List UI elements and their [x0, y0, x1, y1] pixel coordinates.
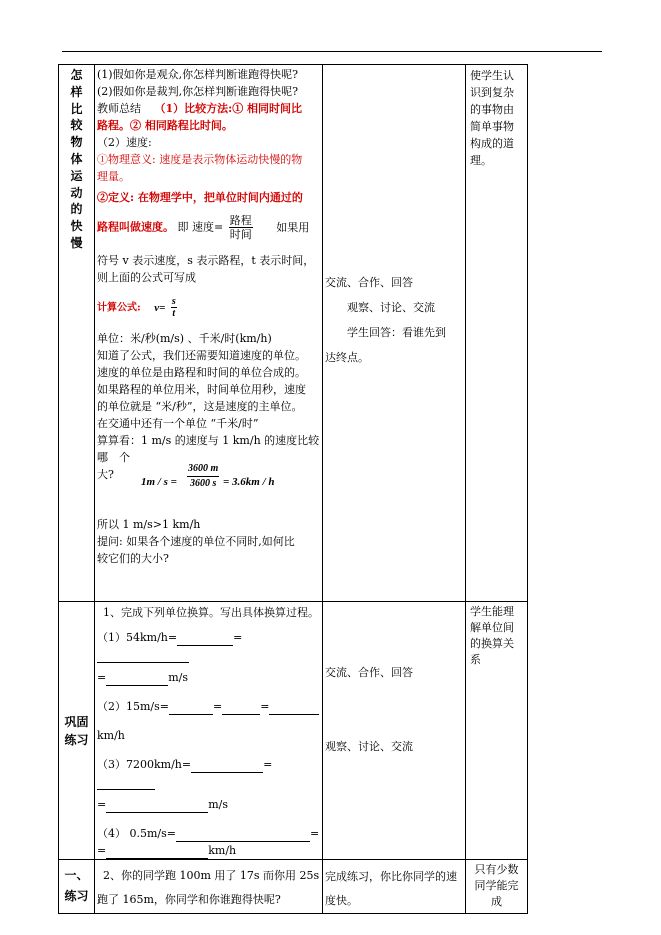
activity-line-3: 学生回答：看谁先到	[347, 326, 446, 339]
ex4-equals-2: =	[97, 844, 107, 857]
question-1: (1)假如你是观众,你怎样判断谁跑得快呢?	[97, 68, 298, 81]
section-title: 巩固练习	[64, 714, 89, 747]
exercise-task: 1、完成下列单位换算。写出具体换算过程。	[103, 606, 319, 619]
activity-cell	[323, 860, 466, 914]
fraction-numerator: 路程	[229, 214, 252, 227]
formula-after: 如果用	[276, 220, 310, 234]
physics-meaning-1: ①物理意义: 速度是表示物体运动快慢的物	[97, 153, 303, 166]
ex1-equals-2: =	[97, 671, 107, 684]
calc-numerator: s	[171, 296, 176, 307]
calc-formula-label: 计算公式:	[97, 302, 141, 314]
ex2-equals: =	[213, 700, 223, 713]
equation-right: = 3.6km / h	[223, 476, 275, 488]
goal-cell	[466, 602, 528, 860]
method-line-2: 路程。② 相同路程比时间。	[97, 119, 233, 132]
goal-text: 学生能理解单位间的换算关系	[470, 605, 514, 666]
goal-cell	[466, 860, 528, 914]
blank[interactable]	[269, 702, 319, 715]
exercise-cell	[95, 860, 323, 914]
ex4-unit: km/h	[208, 844, 237, 857]
ex1-equals: =	[233, 631, 243, 644]
equation-denominator: 3600 s	[189, 478, 217, 489]
ex4-prefix: （4） 0.5m/s=	[97, 827, 176, 840]
section-title-cell	[59, 65, 95, 602]
blank[interactable]	[191, 760, 263, 773]
section-title-cell	[59, 860, 95, 914]
ex3-equals-2: =	[97, 798, 107, 811]
blank[interactable]	[97, 777, 155, 790]
prompt-line-1: 提问: 如果各个速度的单位不同时,如何比	[97, 535, 295, 548]
goal-text: 使学生认识到复杂的事物由简单事物构成的道理。	[470, 69, 514, 167]
summary-label: 教师总结	[97, 102, 141, 115]
activity-line-1: 交流、合作、回答	[325, 666, 413, 679]
practice-activity: 完成练习，你比你同学的速度快。	[325, 870, 457, 907]
blank[interactable]	[176, 829, 310, 842]
blank[interactable]	[106, 846, 208, 859]
calc-question-3: 大?	[97, 468, 114, 481]
blank[interactable]	[222, 702, 260, 715]
unit-text-3: 如果路程的单位用米，时间单位用秒，速度	[97, 383, 306, 396]
lesson-plan-table	[58, 64, 528, 914]
calc-question-1: 算算看：1 m/s 的速度与 1 km/h 的速度比较	[97, 434, 320, 447]
ex3-unit: m/s	[208, 798, 229, 811]
activity-line-2: 观察、讨论、交流	[325, 740, 413, 753]
table-row	[59, 602, 528, 860]
header-rule	[62, 51, 602, 52]
blank[interactable]	[97, 650, 189, 663]
unit-text-5: 在交通中还有一个单位 “千米/时”	[97, 417, 259, 430]
activity-line-1: 交流、合作、回答	[325, 276, 413, 289]
formula-intro: 即 速度=	[177, 220, 224, 234]
blank[interactable]	[106, 673, 168, 686]
ex2-unit: km/h	[97, 729, 125, 742]
calc-question-2: 哪 个	[97, 451, 130, 464]
section-title-cell	[59, 602, 95, 860]
exercise-cell	[95, 602, 323, 860]
table-row	[59, 65, 528, 602]
practice-question: 2、你的同学跑 100m 用了 17s 而你用 25s 跑了 165m，你同学和你谁跑得快呢?	[97, 869, 320, 906]
ex1-unit: m/s	[168, 671, 189, 684]
symbols-line-1: 符号 v 表示速度，s 表示路程，t 表示时间，	[97, 254, 315, 267]
calc-denominator: t	[172, 308, 176, 319]
speed-heading: （2）速度:	[97, 136, 152, 149]
method-line-1: （1）比较方法:① 相同时间比	[154, 102, 303, 115]
section-title: 怎样比较物体运动的快慢	[70, 68, 83, 250]
content-cell	[95, 65, 323, 602]
unit-text-4: 的单位就是 “米/秒”，这是速度的主单位。	[97, 400, 303, 413]
definition-2: 路程叫做速度。	[97, 220, 174, 234]
blank[interactable]	[169, 702, 213, 715]
goal-cell	[466, 65, 528, 602]
goal-text: 只有少数同学能完成	[474, 863, 519, 908]
ex4-equals: =	[310, 827, 320, 840]
fraction-denominator: 时间	[229, 228, 252, 241]
blank[interactable]	[106, 800, 208, 813]
equation-numerator: 3600 m	[187, 462, 219, 477]
equation-fraction	[187, 462, 219, 491]
question-2: (2)假如你是裁判,你怎样判断谁跑得快呢?	[97, 85, 298, 98]
ex2-prefix: （2）15m/s=	[97, 700, 169, 713]
ex3-equals: =	[263, 758, 273, 771]
blank[interactable]	[177, 633, 233, 646]
section-title-top: 一、	[64, 868, 89, 882]
prompt-line-2: 较它们的大小?	[97, 552, 169, 565]
section-title-bottom: 练习	[64, 889, 89, 903]
activity-line-2: 观察、讨论、交流	[347, 301, 435, 314]
ex2-equals-2: =	[260, 700, 270, 713]
calc-formula-v: v=	[154, 301, 166, 314]
definition-1: ②定义: 在物理学中，把单位时间内通过的	[97, 191, 303, 204]
unit-text-2: 速度的单位是由路程和时间的单位合成的。	[97, 366, 306, 379]
unit-text-1: 知道了公式，我们还需要知道速度的单位。	[97, 349, 306, 362]
symbols-line-2: 则上面的公式可写成	[97, 271, 196, 284]
speed-formula-fraction	[229, 214, 253, 241]
activity-line-4: 达终点。	[325, 351, 369, 364]
unit-line: 单位：米/秒(m/s) 、千米/时(km/h)	[97, 332, 272, 345]
ex1-prefix: （1）54km/h=	[97, 631, 178, 644]
conclusion: 所以 1 m/s>1 km/h	[97, 518, 201, 531]
activity-cell	[323, 65, 466, 602]
physics-meaning-2: 理量。	[97, 170, 130, 183]
equation-left: 1m / s =	[141, 476, 177, 488]
activity-cell	[323, 602, 466, 860]
calc-formula-fraction	[171, 296, 177, 319]
ex3-prefix: （3）7200km/h=	[97, 758, 192, 771]
table-row	[59, 860, 528, 914]
